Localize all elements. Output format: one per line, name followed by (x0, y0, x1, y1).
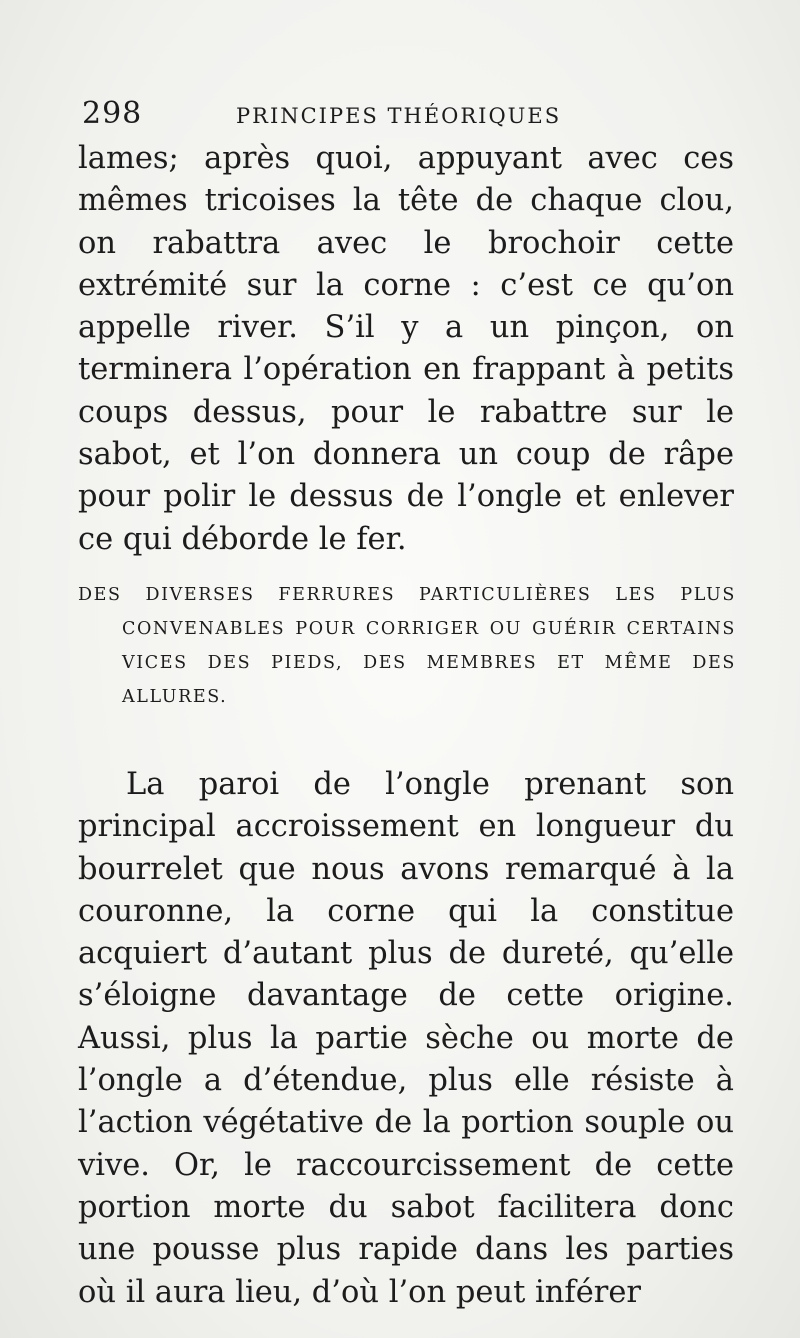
body-paragraph-1: lames; après quoi, appuyant avec ces mêmes tricoises la tête de chaque clou, on rabattra avec le brochoir cette extrémité sur la corne : c’est ce qu’on appelle river. S’il y a un pinçon, on terminera l’opération en frappant à petits coups dessus, pour le rabattre sur le sabot, et l’on donnera un coup de râpe pour polir le dessus de l’ongle et enlever ce qui déborde le fer. (78, 141, 734, 557)
page-number: 298 (82, 96, 143, 131)
page-header (82, 96, 732, 136)
running-head: PRINCIPES THÉORIQUES (236, 104, 562, 128)
body-paragraph-2: La paroi de l’ongle prenant son principal accroissement en longueur du bourrelet que nous avons remarqué à la couronne, la corne qui la constitue acquiert d’autant plus de dureté, qu’elle s’éloigne davantage de cette origine. Aussi, plus la partie sèche ou morte de l’ongle a d’étendue, plus elle résiste à l’action végétative de la portion souple ou vive. Or, le raccourcissement de cette portion morte du sabot facilitera donc une pousse plus rapide dans les parties où il aura lieu, d’où l’on peut inférer (78, 767, 734, 1310)
section-heading: DES DIVERSES FERRURES PARTICULIÈRES LES PLUS CONVENABLES POUR CORRIGER OU GUÉRIR CERTAINS VICES DES PIEDS, DES MEMBRES ET MÊME DES ALLURES. (78, 585, 736, 707)
